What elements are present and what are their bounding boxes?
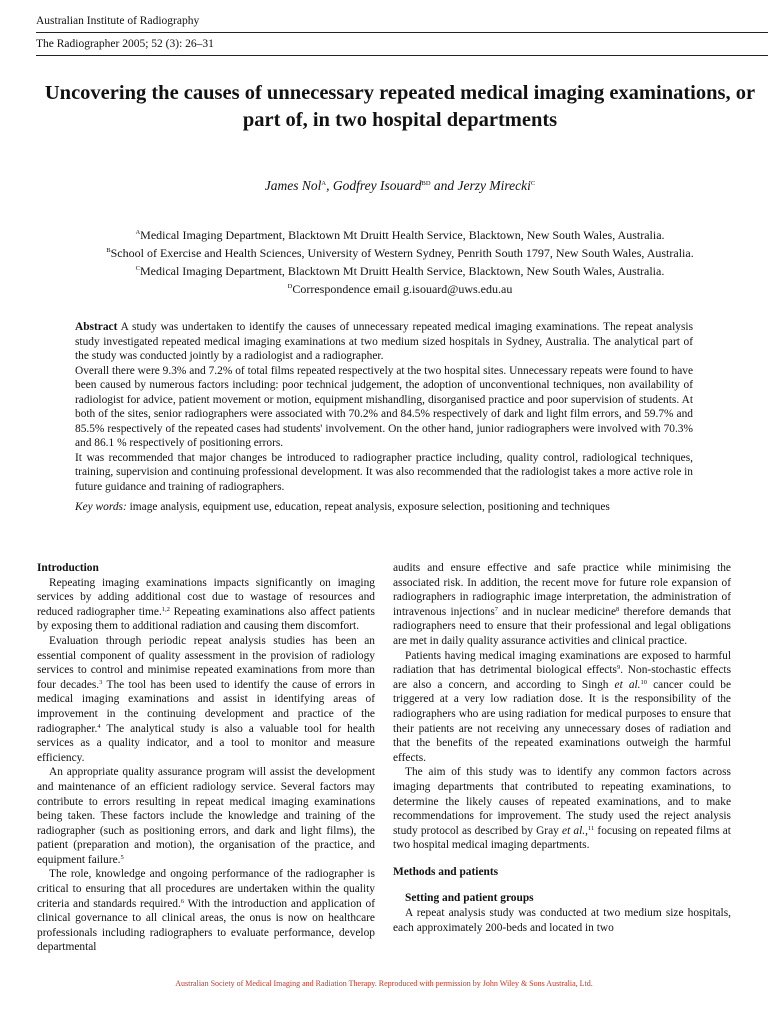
- et-al: et al.: [562, 824, 586, 837]
- text-run: The analytical study is also a valuable tool for health services as a quality indicator, and a tool to monitor and measure efficiency.: [37, 722, 375, 764]
- text-run: audits and ensure effective and safe practice while minimising the associated risk. In addition, the recent move for future role expansion of radiographers in radiographic image interpretation, the administration of intravenous injections: [393, 562, 731, 618]
- citation-ref: 10: [640, 678, 648, 686]
- abstract-paragraph: Overall there were 9.3% and 7.2% of total films repeated respectively at the two hospital sites. Unnecessary repeats were found to have been caused by numerous factors including: poor technical judgement, the adoption of unconventional techniques, non availability of radiologist for advice, patient movement or motion, equipment mishandling, disorganised practice and poor supervision of students. At both of the sites, senior radiographers were associated with 70.2% and 84.5% respectively of dark and light film errors, and 59.7% and 85.5% respectively of the repeated cases had students' involvement. On the other hand, junior radiographers were involved with 70.3% and 86.1 % respectively of positioning errors.: [75, 364, 693, 449]
- author-sup: C: [530, 180, 536, 187]
- citation-ref: 4: [97, 722, 101, 730]
- affiliation: [40, 243, 760, 261]
- spacer: [393, 879, 731, 891]
- citation-ref: 1,2: [161, 605, 170, 613]
- text-run: Patients having medical imaging examinations are exposed to harmful radiation that has detrimental biological effects: [393, 649, 731, 677]
- citation-ref: 7: [494, 605, 499, 613]
- citation-ref: 5: [120, 853, 124, 861]
- abstract-text: A study was undertaken to identify the causes of unnecessary repeated medical imaging examinations. The repeat analysis study investigated repeated medical imaging examinations at two medium sized hospitals in Sydney, Australia. The analytical part of the study was conducted jointly by a radiologist and a radiographer.: [75, 321, 693, 362]
- body-paragraph: A repeat analysis study was conducted at two medium size hospitals, each approximately 200-beds and located in two: [393, 907, 731, 934]
- affiliation-sup: D: [287, 283, 293, 290]
- citation-ref: 11: [587, 824, 595, 832]
- text-run: therefore demands that radiographers need to ensure that their professional and legal obligations are met in daily quality assurance activities and clinical practice.: [393, 605, 732, 647]
- text-run: and in nuclear medicine: [498, 605, 617, 618]
- text-run: The aim of this study was to identify any common factors across imaging departments that contributed to repeating examinations, to determine the likely causes of repeated examinations, and to make recommendations for improvement. The study used the reject analysis study protocol as described by Gray: [393, 766, 731, 837]
- text-run: focusing on repeated films at two hospital medical imaging departments.: [393, 824, 731, 852]
- text-run: ,: [585, 824, 588, 837]
- body-paragraph: [37, 576, 375, 634]
- affiliation-text: School of Exercise and Health Sciences, University of Western Sydney, Penrith South 1797, New South Wales, Australia.: [110, 246, 694, 260]
- abstract: [75, 320, 693, 515]
- subsection-heading-setting: Setting and patient groups: [405, 892, 534, 905]
- text-run: . Non-stochastic effects are also a concern, and according to Singh: [393, 664, 731, 691]
- affiliation-sup: C: [135, 265, 140, 272]
- affiliations: [40, 225, 760, 297]
- author-name: Jerzy Mirecki: [457, 178, 531, 193]
- affiliation-sup: B: [106, 247, 111, 254]
- body-paragraph: [393, 765, 731, 853]
- header-rule-bottom: [36, 55, 768, 56]
- et-al: et al.: [614, 678, 641, 691]
- affiliation: [40, 261, 760, 279]
- spacer: [393, 853, 731, 865]
- copyright-footer: Australian Society of Medical Imaging and Radiation Therapy. Reproduced with permission by John Wiley & Sons Australia, Ltd.: [175, 979, 593, 988]
- body-paragraph: [37, 765, 375, 867]
- affiliation-text: Medical Imaging Department, Blacktown Mt Druitt Health Service, Blacktown, New South Wales, Australia.: [139, 264, 665, 278]
- author-connector: and: [430, 178, 458, 193]
- article-title: Uncovering the causes of unnecessary repeated medical imaging examinations, or part of, in two hospital departments: [44, 82, 756, 131]
- text-run: cancer could be triggered at a very low radiation dose. It is the responsibility of the radiographers who are using radiation for medical purposes to ensure that their patients are not receiving any unnecessary doses of radiation and that the benefits of the repeated examinations outweigh the harmful effects.: [393, 678, 731, 764]
- left-column: [37, 561, 375, 955]
- author-connector: ,: [326, 178, 333, 193]
- text-run: Evaluation through periodic repeat analysis studies has been an essential component of quality assessment in the provision of radiology services to control and minimise repeated examinations from more than four decades.: [37, 634, 375, 691]
- affiliation-sup: A: [135, 229, 141, 236]
- correspondence: [40, 279, 760, 297]
- text-run: With the introduction and application of clinical governance to all clinical areas, the onus is now on healthcare professionals including radiographers to evaluate performance, develop departmental: [37, 897, 375, 954]
- body-paragraph: [37, 867, 375, 955]
- journal-org: Australian Institute of Radiography: [36, 15, 200, 27]
- body-paragraph: [37, 634, 375, 765]
- text-run: Repeating imaging examinations impacts significantly on imaging services by adding additional cost due to wastage of resources and reduced radiographer time.: [37, 576, 375, 618]
- header-rule-top: [36, 32, 768, 33]
- section-heading-introduction: Introduction: [37, 562, 99, 574]
- keywords: [75, 500, 693, 515]
- citation-ref: 8: [616, 605, 620, 613]
- section-heading-methods: Methods and patients: [393, 865, 499, 878]
- abstract-heading: Abstract: [75, 321, 118, 333]
- author-list: [40, 178, 760, 194]
- text-run: An appropriate quality assurance program will assist the development and maintenance of an efficient radiology service. Several factors may contribute to errors resulting in repeat medical imaging examinations being taken. These factors include the knowledge and training of the radiographer (such as positioning errors, and dark and light films), the patient (preparation and motion), the organisation of the practice, and equipment failure.: [37, 766, 375, 866]
- text-run: The role, knowledge and ongoing performance of the radiographer is critical to ensuring that all procedures are undertaken within the quality criteria and standards required.: [37, 868, 375, 910]
- abstract-paragraph: [75, 320, 693, 364]
- abstract-paragraph: It was recommended that major changes be introduced to radiographer practice including, quality control, radiological techniques, training, supervision and continuing professional development. It was also recommended that the radiologist takes a more active role in future guidance and training of radiographers.: [75, 451, 693, 493]
- keywords-label: Key words:: [75, 501, 127, 513]
- affiliation: [40, 225, 760, 243]
- citation-ref: 3: [99, 678, 103, 686]
- body-paragraph: [393, 649, 731, 766]
- journal-citation: The Radiographer 2005; 52 (3): 26–31: [36, 38, 214, 50]
- author-name: Godfrey Isouard: [332, 178, 422, 193]
- body-paragraph: [393, 561, 731, 649]
- affiliation-text: Medical Imaging Department, Blacktown Mt Druitt Health Service, Blacktown, New South Wales, Australia.: [140, 228, 665, 242]
- correspondence-email: Correspondence email g.isouard@uws.edu.au: [292, 282, 513, 296]
- keywords-text: image analysis, equipment use, education, repeat analysis, exposure selection, positioning and techniques: [129, 501, 610, 513]
- author-sup: A: [321, 180, 327, 187]
- right-column: [393, 561, 731, 935]
- text-run: The tool has been used to identify the cause of errors in medical imaging examinations and assist in identifying areas of improvement in the continuing development and practice of the radiographer.: [37, 678, 375, 735]
- author-name: James Nol: [264, 178, 322, 193]
- text-run: Repeating examinations also affect patients by exposing them to additional radiation and causing them discomfort.: [37, 605, 375, 633]
- citation-ref: 6: [180, 897, 185, 905]
- citation-ref: 9: [616, 664, 621, 672]
- author-sup: BD: [421, 180, 431, 187]
